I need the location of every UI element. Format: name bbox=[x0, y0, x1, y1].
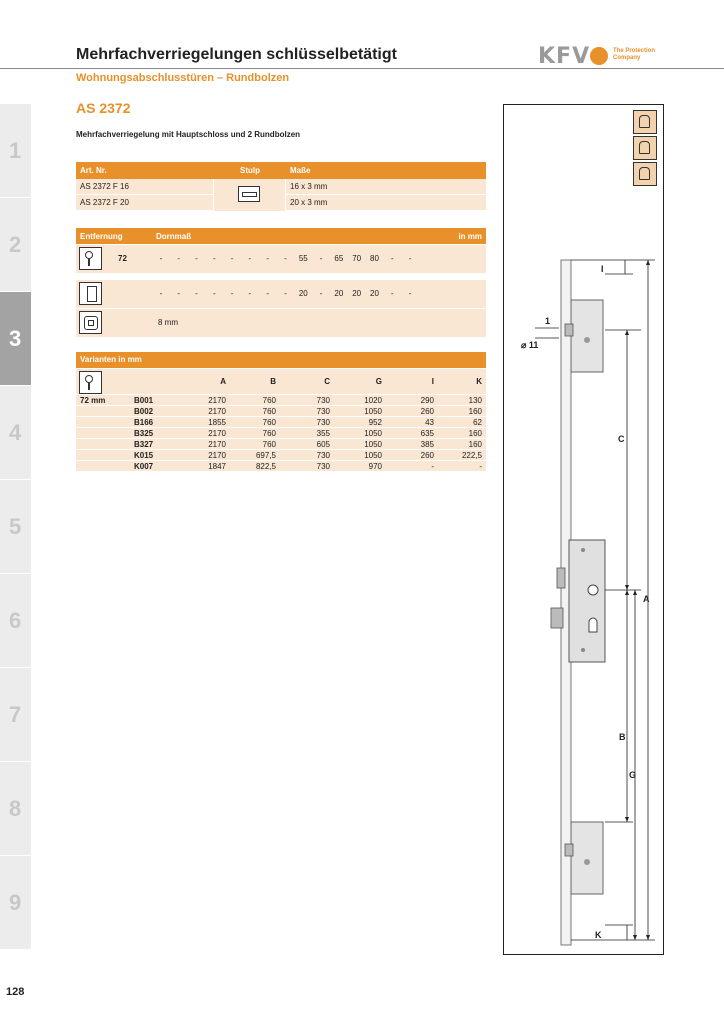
logo-dot-icon bbox=[590, 47, 608, 65]
backset-cell: 55 bbox=[298, 254, 308, 263]
bolt-cell: - bbox=[266, 289, 270, 298]
cell-b: 822,5 bbox=[255, 462, 276, 471]
table-row bbox=[76, 428, 486, 439]
backset-cell: - bbox=[230, 254, 234, 263]
cell-c: 730 bbox=[316, 462, 330, 471]
cell-g: 1050 bbox=[364, 407, 382, 416]
article-table-body bbox=[76, 179, 486, 211]
logo-tagline: The Protection Company bbox=[613, 48, 656, 61]
table-row bbox=[76, 461, 486, 472]
bolt-cell: - bbox=[408, 289, 412, 298]
art-nr-cell: AS 2372 F 16 bbox=[76, 179, 213, 195]
variant-code: B002 bbox=[134, 407, 154, 416]
variants-table-title: Varianten in mm bbox=[76, 352, 486, 368]
header-art-nr: Art. Nr. bbox=[80, 166, 107, 175]
cell-g: 1050 bbox=[364, 451, 382, 460]
column-g: G bbox=[375, 377, 382, 386]
variants-column-row bbox=[76, 369, 486, 394]
square-follower-icon bbox=[79, 311, 102, 334]
variant-code: B001 bbox=[134, 396, 154, 405]
bolt-cell: 20 bbox=[298, 289, 308, 298]
header-entfernung: Entfernung bbox=[80, 231, 123, 241]
dimension-label-c: C bbox=[618, 434, 625, 444]
group-label: 72 mm bbox=[80, 396, 106, 405]
backset-cell: 70 bbox=[352, 254, 362, 263]
cell-g: 970 bbox=[368, 462, 382, 471]
page-number: 128 bbox=[6, 986, 25, 998]
bolt-cell: - bbox=[195, 289, 198, 298]
cell-a: 2170 bbox=[208, 451, 226, 460]
bottom-roundbolt bbox=[565, 844, 573, 856]
cell-g: 1050 bbox=[364, 429, 382, 438]
cylinder-icon bbox=[633, 136, 657, 160]
cell-b: 760 bbox=[262, 396, 276, 405]
cell-c: 605 bbox=[316, 440, 330, 449]
distance-label: 72 bbox=[118, 254, 127, 263]
dead-bolt bbox=[551, 608, 563, 628]
screw-icon bbox=[584, 337, 590, 343]
variants-rows bbox=[76, 395, 486, 472]
column-c: C bbox=[324, 377, 330, 386]
bolt-icon bbox=[79, 282, 102, 305]
backset-row-bolt bbox=[76, 280, 486, 308]
bolt-cell: 20 bbox=[370, 289, 379, 298]
backset-cell: 80 bbox=[370, 254, 379, 263]
backset-cell: - bbox=[177, 254, 181, 263]
screw-icon bbox=[584, 859, 590, 865]
header-dornmass: Dornmaß bbox=[156, 231, 192, 241]
variants-table bbox=[76, 352, 486, 472]
chapter-tab-5[interactable]: 5 bbox=[0, 480, 31, 574]
bolt-cell: - bbox=[159, 289, 163, 298]
bolt-cell: 20 bbox=[334, 289, 344, 298]
masse-cell: 16 x 3 mm bbox=[286, 179, 486, 195]
chapter-tabs bbox=[0, 104, 31, 950]
backset-cell: - bbox=[159, 254, 163, 263]
cylinder-hole bbox=[589, 618, 597, 632]
article-table bbox=[76, 162, 486, 211]
cell-a: 2170 bbox=[208, 429, 226, 438]
backset-cell: - bbox=[248, 254, 252, 263]
cell-i: 260 bbox=[420, 407, 434, 416]
model-description: Mehrfachverriegelung mit Hauptschloss und 2 Rundbolzen bbox=[76, 130, 301, 139]
cell-i: 290 bbox=[420, 396, 434, 405]
column-a: A bbox=[220, 377, 226, 386]
chapter-tab-6[interactable]: 6 bbox=[0, 574, 31, 668]
cell-k: 62 bbox=[473, 418, 482, 427]
top-bolt-housing bbox=[571, 300, 603, 372]
cell-a: 1855 bbox=[208, 418, 226, 427]
dimension-label-one: 1 bbox=[545, 316, 551, 326]
cell-c: 730 bbox=[316, 407, 330, 416]
header-stulp: Stulp bbox=[240, 166, 260, 175]
cell-i: 43 bbox=[425, 418, 434, 427]
cell-b: 760 bbox=[262, 418, 276, 427]
cell-k: 160 bbox=[468, 407, 482, 416]
cell-b: 760 bbox=[262, 407, 276, 416]
cell-b: 760 bbox=[262, 429, 276, 438]
variant-code: K015 bbox=[134, 451, 154, 460]
backset-row-follower bbox=[76, 309, 486, 337]
cylinder-key-icon bbox=[79, 371, 102, 394]
cell-i: 385 bbox=[420, 440, 434, 449]
backset-cell: - bbox=[319, 254, 323, 263]
bolt-cell: - bbox=[319, 289, 323, 298]
table-row bbox=[76, 395, 486, 406]
cell-c: 730 bbox=[316, 396, 330, 405]
cell-k: 222,5 bbox=[461, 451, 482, 460]
backset-cell: - bbox=[390, 254, 394, 263]
table-row bbox=[76, 439, 486, 450]
cell-k: - bbox=[479, 462, 482, 471]
chapter-tab-4[interactable]: 4 bbox=[0, 386, 31, 480]
chapter-tab-7[interactable]: 7 bbox=[0, 668, 31, 762]
cell-b: 697,5 bbox=[255, 451, 276, 460]
lever-key-icon bbox=[633, 162, 657, 186]
cell-b: 760 bbox=[262, 440, 276, 449]
chapter-tab-2[interactable]: 2 bbox=[0, 198, 31, 292]
variant-code: B166 bbox=[134, 418, 154, 427]
table-row bbox=[76, 450, 486, 461]
variant-code: K007 bbox=[134, 462, 154, 471]
lock-technical-drawing bbox=[505, 250, 661, 950]
column-b: B bbox=[270, 377, 276, 386]
cell-i: 635 bbox=[420, 429, 434, 438]
screw-icon bbox=[581, 548, 585, 552]
dimension-label-diameter: ⌀ 11 bbox=[521, 340, 539, 350]
dimension-label-b: B bbox=[619, 732, 626, 742]
cell-i: 260 bbox=[420, 451, 434, 460]
bolt-cell: - bbox=[284, 289, 287, 298]
cell-c: 730 bbox=[316, 418, 330, 427]
cell-g: 952 bbox=[368, 418, 382, 427]
dimension-label-i: I bbox=[601, 264, 604, 274]
cell-g: 1020 bbox=[364, 396, 382, 405]
backset-table bbox=[76, 228, 486, 337]
kfv-logo bbox=[538, 44, 688, 68]
backset-table-header bbox=[76, 228, 486, 244]
chapter-tab-1[interactable]: 1 bbox=[0, 104, 31, 198]
table-row bbox=[76, 406, 486, 417]
bolt-cell: - bbox=[212, 289, 216, 298]
chapter-tab-3[interactable]: 3 bbox=[0, 292, 31, 386]
bolt-cell: - bbox=[230, 289, 234, 298]
cell-c: 355 bbox=[316, 429, 330, 438]
backset-cell: 65 bbox=[334, 254, 344, 263]
backset-cell: - bbox=[212, 254, 216, 263]
cylinder-key-icon bbox=[79, 247, 102, 270]
chapter-tab-8[interactable]: 8 bbox=[0, 762, 31, 856]
masse-cell: 20 x 3 mm bbox=[286, 195, 486, 211]
backset-cell: - bbox=[284, 254, 287, 263]
title-rule bbox=[0, 68, 724, 69]
page-subtitle: Wohnungsabschlusstüren – Rundbolzen bbox=[76, 72, 290, 84]
key-operation-icon bbox=[633, 110, 657, 134]
cell-g: 1050 bbox=[364, 440, 382, 449]
variant-code: B325 bbox=[134, 429, 154, 438]
chapter-tab-9[interactable]: 9 bbox=[0, 856, 31, 950]
model-title: AS 2372 bbox=[76, 100, 131, 116]
cell-k: 160 bbox=[468, 429, 482, 438]
backset-row-cylinder bbox=[76, 245, 486, 273]
cell-a: 1847 bbox=[208, 462, 226, 471]
latch-bolt bbox=[557, 568, 565, 588]
cell-a: 2170 bbox=[208, 440, 226, 449]
header-unit: in mm bbox=[458, 231, 482, 241]
backset-cell: - bbox=[195, 254, 198, 263]
faceplate-icon bbox=[238, 186, 260, 202]
backset-cell: - bbox=[408, 254, 412, 263]
column-i: I bbox=[431, 377, 434, 386]
cell-k: 160 bbox=[468, 440, 482, 449]
dimension-label-k: K bbox=[595, 930, 602, 940]
screw-icon bbox=[581, 648, 585, 652]
cell-c: 730 bbox=[316, 451, 330, 460]
cell-a: 2170 bbox=[208, 396, 226, 405]
dimension-label-a: A bbox=[643, 594, 650, 604]
cell-a: 2170 bbox=[208, 407, 226, 416]
column-k: K bbox=[476, 377, 482, 386]
backset-cell: - bbox=[266, 254, 270, 263]
bolt-cell: - bbox=[248, 289, 252, 298]
follower-value: 8 mm bbox=[158, 318, 178, 327]
header-masse: Maße bbox=[290, 166, 311, 175]
article-table-header bbox=[76, 162, 486, 179]
cell-k: 130 bbox=[468, 396, 482, 405]
logo-text: KFV bbox=[538, 44, 591, 69]
bolt-cell: - bbox=[390, 289, 394, 298]
cell-i: - bbox=[431, 462, 434, 471]
variant-code: B327 bbox=[134, 440, 154, 449]
top-roundbolt bbox=[565, 324, 573, 336]
bottom-bolt-housing bbox=[571, 822, 603, 894]
bolt-cell: 20 bbox=[352, 289, 362, 298]
dimension-label-g: G bbox=[629, 770, 637, 780]
page-title: Mehrfachverriegelungen schlüsselbetätigt bbox=[76, 46, 397, 63]
follower-hole bbox=[588, 585, 598, 595]
bolt-cell: - bbox=[177, 289, 181, 298]
main-lock-case bbox=[569, 540, 605, 662]
table-row bbox=[76, 417, 486, 428]
art-nr-cell: AS 2372 F 20 bbox=[76, 195, 213, 211]
